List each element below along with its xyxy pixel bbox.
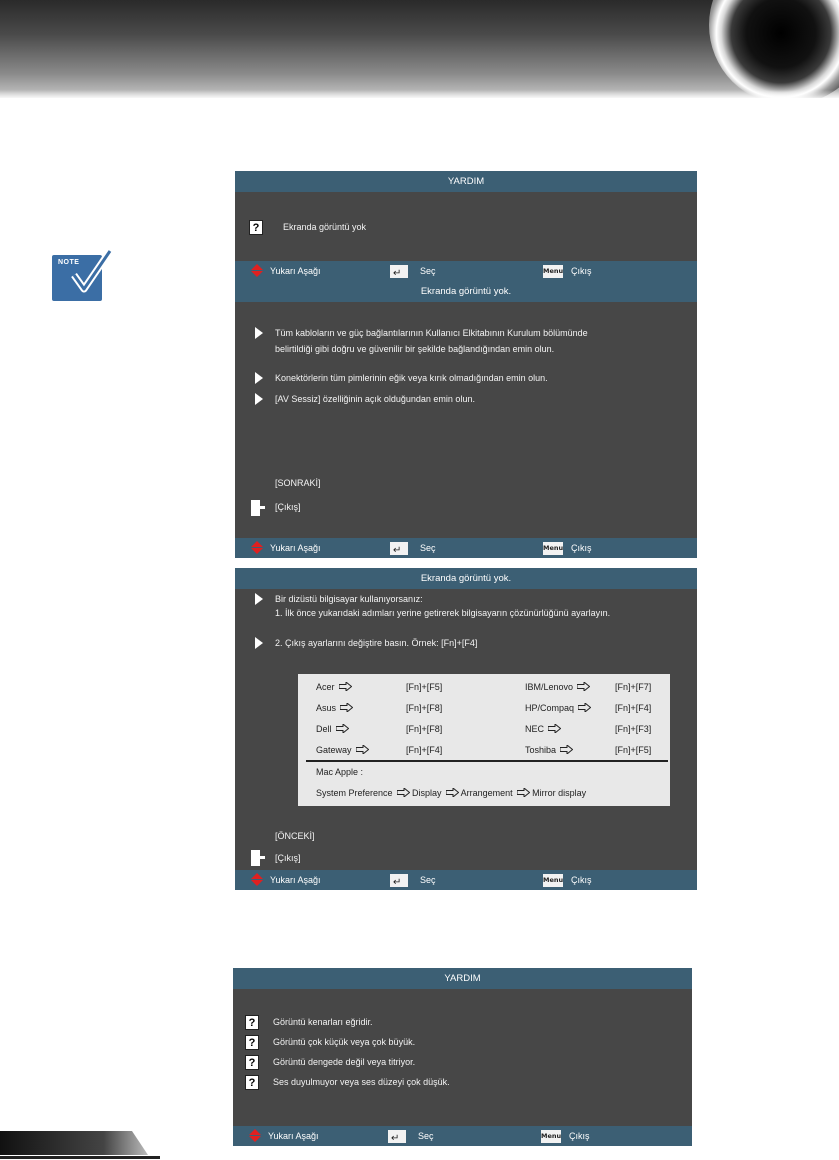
fn-keys: [Fn]+[F5] (406, 682, 443, 692)
fn-keys: [Fn]+[F4] (406, 745, 443, 755)
arrow-right-icon (578, 703, 591, 712)
exit-label: Çıkış (569, 1131, 590, 1141)
tip-line: Tüm kabloların ve güç bağlantılarının Kullanıcı Elkitabının Kurulum bölümünde (275, 328, 588, 338)
select-hint (388, 1126, 434, 1146)
fn-brand: NEC (525, 724, 561, 734)
fn-keys: [Fn]+[F4] (615, 703, 652, 713)
table-divider (306, 760, 668, 762)
question-icon: ? (245, 1055, 259, 1070)
fn-brand: Asus (316, 703, 353, 713)
enter-icon: ↵ (390, 542, 408, 555)
arrow-right-icon (339, 682, 352, 691)
select-hint (390, 870, 436, 890)
updown-hint (249, 1126, 319, 1146)
arrow-right-icon (517, 788, 530, 797)
arrow-right-icon (356, 745, 369, 754)
tip-line: belirtildiği gibi doğru ve güvenilir bir şekilde bağlandığından emin olun. (275, 344, 555, 354)
updown-label: Yukarı Aşağı (268, 1131, 319, 1141)
bullet-arrow-icon (255, 593, 263, 605)
bullet-arrow-icon (255, 327, 263, 339)
note-label: NOTE (58, 259, 80, 266)
next-link[interactable]: [SONRAKİ] (275, 478, 321, 488)
fn-brand: HP/Compaq (525, 703, 591, 713)
bullet-arrow-icon (255, 637, 263, 649)
previous-link[interactable]: [ÖNCEKİ] (275, 831, 315, 841)
exit-hint (541, 1126, 590, 1146)
tip-line: 1. İlk önce yukarıdaki adımları yerine getirerek bilgisayarın çözünürlüğünü ayarlayın. (275, 608, 611, 618)
exit-hint (543, 538, 592, 558)
help-item[interactable]: Ses duyulmuyor veya ses düzeyi çok düşük. (273, 1077, 450, 1087)
fn-keys: [Fn]+[F8] (406, 703, 443, 713)
updown-label: Yukarı Aşağı (270, 543, 321, 553)
panel-footer (233, 1126, 692, 1146)
updown-label: Yukarı Aşağı (270, 266, 321, 276)
select-hint (390, 538, 436, 558)
exit-link[interactable]: [Çıkış] (275, 853, 301, 863)
exit-label: Çıkış (571, 875, 592, 885)
fn-brand: Acer (316, 682, 352, 692)
fn-keys: [Fn]+[F3] (615, 724, 652, 734)
panel-footer (235, 261, 697, 281)
fn-brand: Dell (316, 724, 349, 734)
exit-door-icon (251, 500, 265, 516)
question-icon: ? (245, 1035, 259, 1050)
bullet-arrow-icon (255, 372, 263, 384)
menu-key-icon: Menu (543, 265, 563, 278)
updown-label: Yukarı Aşağı (270, 875, 321, 885)
enter-icon: ↵ (390, 265, 408, 278)
fn-key-table (298, 674, 670, 806)
help-item[interactable]: Görüntü dengede değil veya titriyor. (273, 1057, 416, 1067)
enter-icon: ↵ (388, 1130, 406, 1143)
tip-line: Konektörlerin tüm pimlerinin eğik veya kırık olmadığından emin olun. (275, 373, 548, 383)
exit-hint (543, 870, 592, 890)
note-icon (52, 247, 111, 301)
updown-icon (251, 264, 263, 278)
arrow-right-icon (548, 724, 561, 733)
menu-key-icon: Menu (543, 542, 563, 555)
arrow-right-icon (336, 724, 349, 733)
help-item[interactable]: Görüntü kenarları eğridir. (273, 1017, 373, 1027)
menu-key-icon: Menu (543, 874, 563, 887)
arrow-right-icon (560, 745, 573, 754)
tip-line: [AV Sessiz] özelliğinin açık olduğundan emin olun. (275, 394, 475, 404)
bullet-arrow-icon (255, 393, 263, 405)
fn-keys: [Fn]+[F5] (615, 745, 652, 755)
select-label: Seç (420, 543, 436, 553)
updown-hint (251, 261, 321, 281)
checkmark-icon (60, 247, 112, 299)
exit-door-icon (251, 850, 265, 866)
arrow-right-icon (340, 703, 353, 712)
panel-footer (235, 538, 697, 558)
arrow-right-icon (397, 788, 410, 797)
question-icon: ? (249, 220, 263, 235)
menu-key-icon: Menu (541, 1130, 561, 1143)
exit-label: Çıkış (571, 543, 592, 553)
help-panel-list (233, 968, 692, 1146)
select-label: Seç (420, 266, 436, 276)
tip-line: 2. Çıkış ayarlarını değiştire basın. Örnek: [Fn]+[F4] (275, 638, 478, 648)
updown-icon (249, 1129, 261, 1143)
page-tab-decoration (0, 1129, 160, 1160)
projector-lens-image (709, 0, 839, 98)
tip-line: Bir dizüstü bilgisayar kullanıyorsanız: (275, 594, 423, 604)
select-label: Seç (420, 875, 436, 885)
help-item-no-image[interactable]: Ekranda görüntü yok (283, 222, 367, 232)
enter-icon: ↵ (390, 874, 408, 887)
updown-icon (251, 873, 263, 887)
no-image-panel-page1 (235, 281, 697, 558)
updown-hint (251, 538, 321, 558)
arrow-right-icon (446, 788, 459, 797)
select-label: Seç (418, 1131, 434, 1141)
fn-keys: [Fn]+[F7] (615, 682, 652, 692)
exit-link[interactable]: [Çıkış] (275, 502, 301, 512)
fn-brand: Gateway (316, 745, 369, 755)
mac-label: Mac Apple : (316, 767, 364, 777)
panel-title: YARDIM (233, 968, 692, 989)
question-icon: ? (245, 1075, 259, 1090)
panel-title: YARDIM (235, 171, 697, 192)
help-panel-main (235, 171, 697, 281)
exit-label: Çıkış (571, 266, 592, 276)
panel-footer (235, 870, 697, 890)
fn-keys: [Fn]+[F8] (406, 724, 443, 734)
arrow-right-icon (577, 682, 590, 691)
updown-icon (251, 541, 263, 555)
exit-hint (543, 261, 592, 281)
mac-path: System Preference Display Arrangement Mirror display (316, 788, 587, 798)
fn-brand: Toshiba (525, 745, 573, 755)
no-image-panel-page2 (235, 568, 697, 890)
page-header (0, 0, 839, 98)
question-icon: ? (245, 1015, 259, 1030)
select-hint (390, 261, 436, 281)
updown-hint (251, 870, 321, 890)
fn-brand: IBM/Lenovo (525, 682, 590, 692)
panel-title: Ekranda görüntü yok. (235, 281, 697, 302)
help-item[interactable]: Görüntü çok küçük veya çok büyük. (273, 1037, 416, 1047)
panel-title: Ekranda görüntü yok. (235, 568, 697, 589)
